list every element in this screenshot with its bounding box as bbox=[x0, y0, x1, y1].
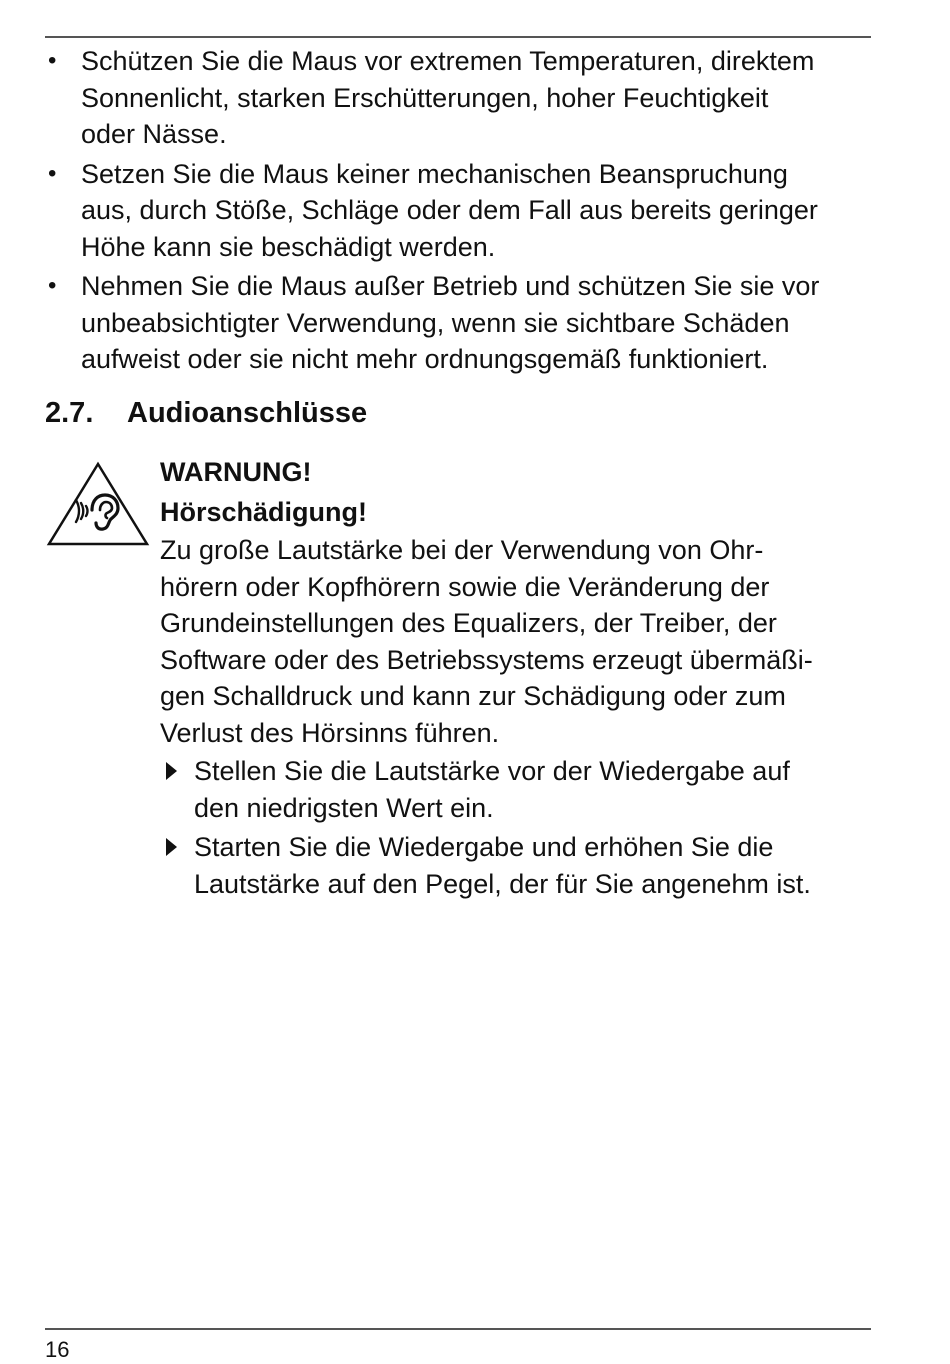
warning-text-line: Zu große Lautstärke bei der Verwendung von Ohr- bbox=[160, 535, 764, 565]
top-rule bbox=[45, 36, 871, 38]
warning-text-line: Grundeinstellungen des Equalizers, der Treiber, der bbox=[160, 608, 777, 638]
warning-text-line: gen Schalldruck und kann zur Schädigung oder zum bbox=[160, 681, 786, 711]
warning-title: WARNUNG! bbox=[160, 457, 312, 487]
bottom-rule bbox=[45, 1328, 871, 1330]
page-number: 16 bbox=[45, 1337, 70, 1362]
bullet-line: Schützen Sie die Maus vor extremen Temperaturen, direktem bbox=[81, 46, 815, 76]
bullet-dot: • bbox=[48, 272, 57, 299]
warning-text-line: hörern oder Kopfhörern sowie die Veränderung der bbox=[160, 571, 770, 602]
bullet-item bbox=[45, 43, 875, 153]
bullet-item bbox=[45, 156, 875, 266]
warning-text-line: Verlust des Hörsinns führen. bbox=[160, 717, 500, 748]
action-line: Lautstärke auf den Pegel, der für Sie angenehm ist. bbox=[194, 868, 811, 899]
triangle-right-icon bbox=[166, 838, 177, 856]
bullet-line: oder Nässe. bbox=[81, 119, 227, 149]
warning-block bbox=[160, 452, 860, 905]
hearing-damage-warning-icon bbox=[46, 460, 150, 548]
action-line: den niedrigsten Wert ein. bbox=[194, 792, 494, 823]
bullet-line: aus, durch Stöße, Schläge oder dem Fall aus bereits geringer bbox=[81, 195, 818, 225]
bullet-line: unbeabsichtigter Verwendung, wenn sie sichtbare Schäden bbox=[81, 307, 790, 338]
action-line: Starten Sie die Wiedergabe und erhöhen Sie die bbox=[194, 832, 774, 862]
warning-text bbox=[160, 532, 860, 751]
bullet-dot: • bbox=[48, 159, 57, 187]
action-list bbox=[160, 753, 860, 902]
bullet-line: Sonnenlicht, starken Erschütterungen, hoher Feuchtigkeit bbox=[81, 82, 769, 113]
bullet-list bbox=[45, 43, 875, 381]
triangle-right-icon bbox=[166, 762, 177, 780]
section-heading bbox=[45, 393, 367, 433]
bullet-item bbox=[45, 268, 875, 378]
bullet-line: Nehmen Sie die Maus außer Betrieb und schützen Sie sie vor bbox=[81, 271, 820, 301]
bullet-line: aufweist oder sie nicht mehr ordnungsgemäß funktioniert. bbox=[81, 344, 769, 374]
section-number: 2.7. bbox=[45, 397, 94, 429]
section-title: Audioanschlüsse bbox=[127, 397, 368, 429]
action-item bbox=[160, 753, 860, 826]
warning-text-line: Software oder des Betriebssystems erzeugt übermäßi- bbox=[160, 644, 813, 675]
bullet-dot: • bbox=[48, 47, 57, 74]
action-item bbox=[160, 829, 860, 902]
bullet-line: Höhe kann sie beschädigt werden. bbox=[81, 231, 496, 262]
bullet-line: Setzen Sie die Maus keiner mechanischen Beanspruchung bbox=[81, 158, 788, 189]
action-line: Stellen Sie die Lautstärke vor der Wiedergabe auf bbox=[194, 756, 790, 786]
warning-subtitle: Hörschädigung! bbox=[160, 497, 367, 527]
